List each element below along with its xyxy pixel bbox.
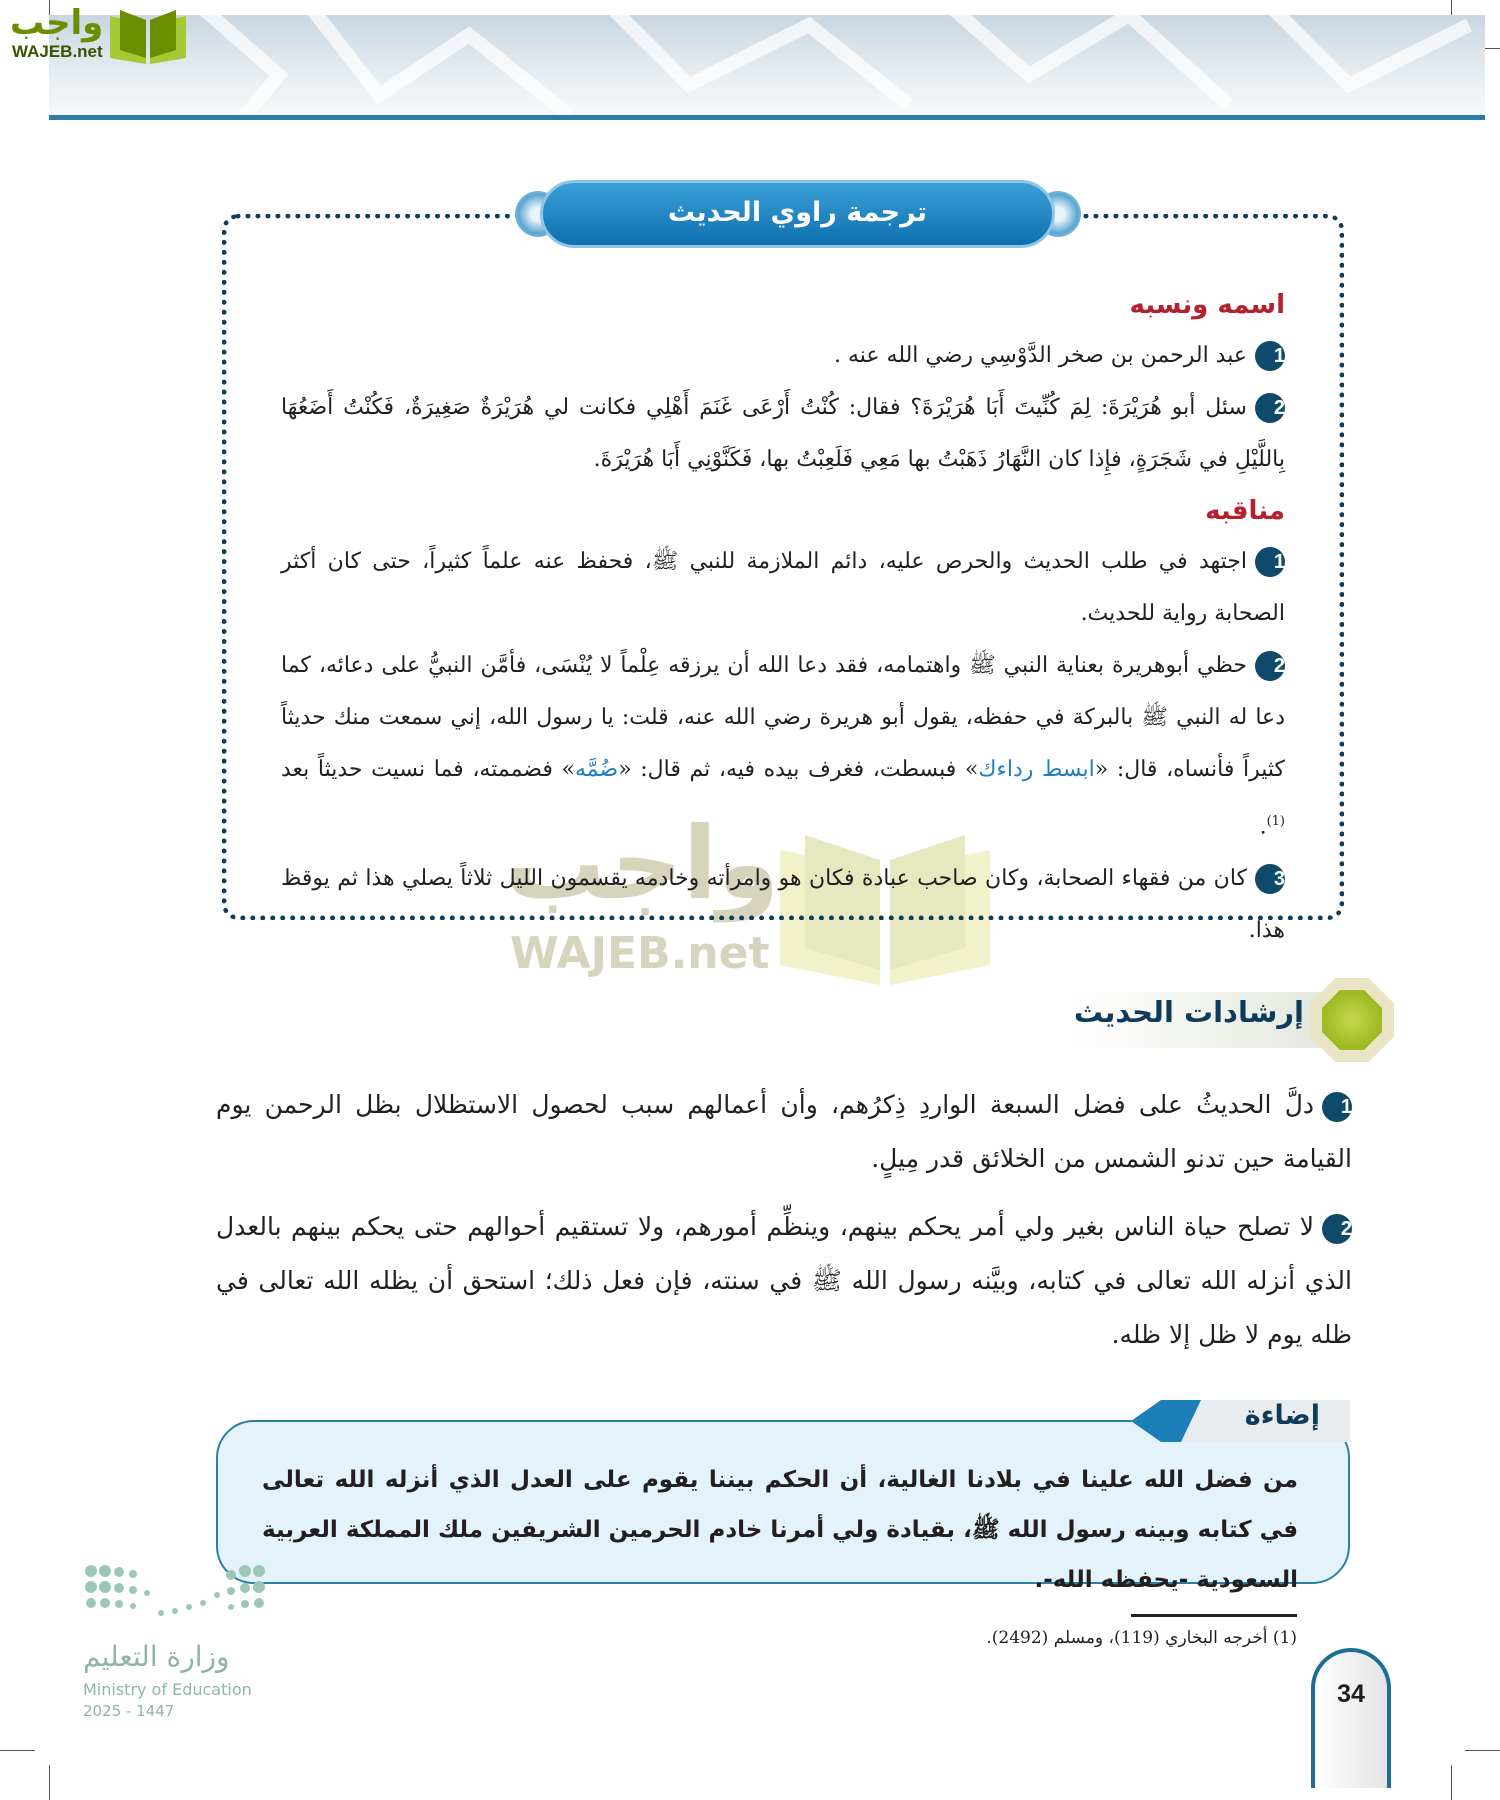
number-badge: 3 [1255,864,1285,894]
item-text: اجتهد في طلب الحديث والحرص عليه، دائم الملازمة للنبي ﷺ، فحفظ عنه علماً كثيراً، حتى كان أكثر الصحابة رواية للحديث. [281,549,1285,626]
number-badge: 2 [1322,1214,1352,1244]
item-text: كان من فقهاء الصحابة، وكان صاحب عبادة فكان هو وامرأته وخادمه يقسمون الليل ثلاثاً يصلي هذا ثم يوقظ هذا. [281,866,1285,944]
number-badge: 1 [1255,547,1285,577]
item-text: . [1259,814,1267,840]
crop-mark [1465,1750,1500,1751]
book-logo-icon [108,4,188,64]
list-item [216,1200,1352,1362]
box-title: ترجمة راوي الحديث [540,180,1055,248]
ministry-year: 2025 - 1447 [83,1702,175,1720]
ministry-dots-logo-icon [83,1563,268,1627]
number-badge: 2 [1255,651,1285,681]
item-text: دلَّ الحديثُ على فضل السبعة الواردِ ذِكرُهم، وأن أعمالهم سبب لحصول الاستظلال بظل الرحمن يوم القيامة حين تدنو الشمس من الخلائق قدر مِيلٍ. [216,1090,1352,1173]
list-item [281,382,1285,486]
crop-mark [1451,1765,1452,1800]
guidance-content [216,1078,1352,1362]
section-title: إرشادات الحديث [1073,995,1304,1029]
watermark-arabic: واجب [505,805,780,922]
hadith-quote: ابسط رداءك [978,757,1095,782]
item-text: عبد الرحمن بن صخر الدَّوْسِي رضي الله عنه . [833,343,1247,368]
page-number-tab [1311,1648,1391,1788]
number-badge: 1 [1255,341,1285,371]
ministry-arabic: وزارة التعليم [83,1640,230,1673]
item-text: سئل أبو هُرَيْرَةَ: لِمَ كُنِّيتَ أَبَا هُرَيْرَةَ؟ فقال: كُنْتُ أَرْعَى غَنَمَ أَهْلِي فكانت لي هُرَيْرَةٌ صَغِيرَةٌ، فَكُنْتُ أَضَعُهَا بِاللَّيْلِ في شَجَرَةٍ، فإِذا كان النَّهَارُ ذَهَبْتُ بها مَعِي فَلَعِبْتُ بها، فَكَنَّوْنِي أَبَا هُرَيْرَةَ. [281,395,1285,472]
hadith-quote: ضُمَّه [574,757,619,782]
wajeb-logo-latin[interactable]: WAJEB.net [12,42,103,61]
footnote-rule [1131,1614,1297,1617]
header-pattern-band [49,15,1485,115]
ministry-english: Ministry of Education [83,1680,252,1699]
item-text: » فبسطت، فغرف بيده فيه، ثم قال: « [618,757,979,782]
number-badge: 2 [1255,393,1285,423]
list-item [281,330,1285,382]
crop-mark [49,1765,50,1800]
page-number: 34 [1337,1680,1365,1708]
list-item [281,853,1285,957]
list-item [281,640,1285,853]
item-text: حظي أبوهريرة بعناية النبي ﷺ واهتمامه، فقد دعا الله أن يرزقه عِلْماً لا يُنْسَى، فأمَّن النبيُّ على دعائه، كما دعا له النبي ﷺ بالبركة في حفظه، يقول أبو هريرة رضي الله عنه، قلت: يا رسول الله، إني سمعت منك حديثاً كثيراً فأنساه، قال: « [281,653,1286,782]
geometric-pattern-icon [49,15,1485,115]
list-item [281,536,1285,640]
idaa-text: من فضل الله علينا في بلادنا الغالية، أن الحكم بيننا يقوم على العدل الذي أنزله الله تعالى في كتابه وبينه رسول الله ﷺ، بقيادة ولي أمرنا خادم الحرمين الشريفين ملك المملكة العربية السعودية -يحفظه الله-. [262,1467,1298,1593]
name-heading: اسمه ونسبه [1129,290,1285,320]
wajeb-logo-arabic[interactable]: واجب [10,3,104,43]
item-text: » فضممته، فما نسيت حديثاً بعد [281,757,575,782]
footnote-ref[interactable]: (1) [1266,814,1285,829]
virtues-heading: مناقبه [1205,496,1285,526]
watermark-latin: WAJEB.net [510,928,770,979]
crop-mark [0,1750,35,1751]
header-rule [49,115,1485,120]
octagon-inner-icon [1322,990,1382,1050]
idaa-label: إضاءة [1244,1400,1320,1431]
number-badge: 1 [1322,1092,1352,1122]
list-item [216,1078,1352,1186]
item-text: لا تصلح حياة الناس بغير ولي أمر يحكم بينهم، وينظِّم أمورهم، ولا تستقيم أحوالهم حتى يحكم بينهم بالعدل الذي أنزله الله تعالى في كتابه، وبيَّنه رسول الله ﷺ في سنته، فإن فعل ذلك؛ استحق أن يظله الله تعالى في ظله يوم لا ظل إلا ظله. [216,1212,1352,1349]
footnote: (1) أخرجه البخاري (119)، ومسلم (2492). [986,1628,1297,1648]
narrator-content [281,280,1285,957]
